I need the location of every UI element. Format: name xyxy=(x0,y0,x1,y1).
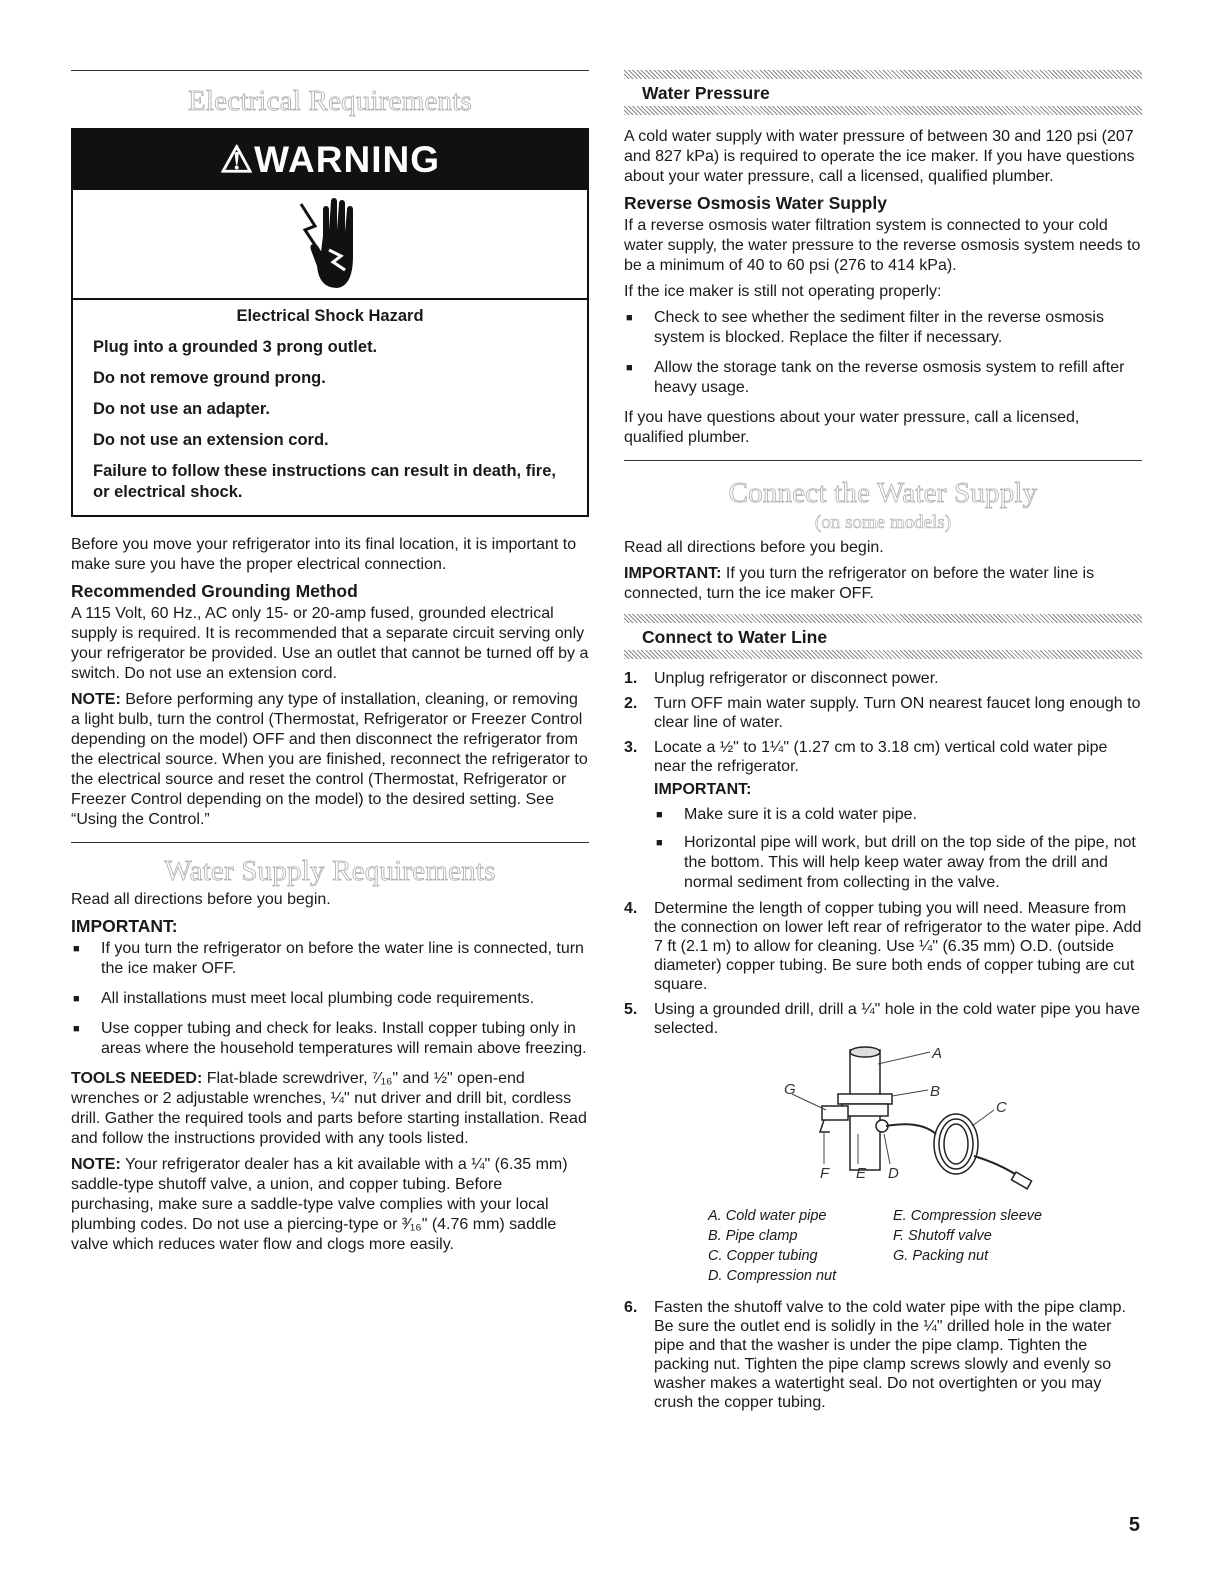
hatched-divider xyxy=(624,70,1142,79)
read-all-directions: Read all directions before you begin. xyxy=(71,891,331,908)
warning-box xyxy=(71,128,589,517)
tools-needed xyxy=(71,1069,589,1149)
step-item: 2. Turn OFF main water supply. Turn ON nearest faucet long enough to clear line of water. xyxy=(624,695,1141,731)
page-number: 5 xyxy=(1128,1514,1140,1536)
water-pressure-text: A cold water supply with water pressure of between 30 and 120 psi (207 and 827 kPa) is required to operate the ice maker. If you have questions about your water pressure, call a licensed, qualified plumber. xyxy=(624,128,1135,185)
ro-list xyxy=(624,308,1142,398)
legend-item: C. Copper tubing xyxy=(708,1248,818,1264)
diagram-legend xyxy=(708,1206,1142,1286)
electrical-shock-hand-icon xyxy=(73,190,587,300)
step-item: 6. Fasten the shutoff valve to the cold water pipe with the pipe clamp. Be sure the outlet end is solidly in the ¼" drilled hole in the water pipe and that the washer is under the pipe clamp. Tighten the packing nut. Tighten the pipe clamp screws slowly and evenly so washer makes a watertight seal. Do not overtighten or you may crush the copper tubing. xyxy=(624,1299,1126,1411)
hatched-divider xyxy=(624,614,1142,623)
hazard-title: Electrical Shock Hazard xyxy=(236,307,424,325)
step-item: 5. Using a grounded drill, drill a ¼" hole in the cold water pipe you have selected. xyxy=(624,1001,1140,1037)
important-text: If you turn the refrigerator on before the water line is connected, turn the ice maker OFF. xyxy=(624,565,1095,602)
legend-item: E. Compression sleeve xyxy=(893,1208,1043,1224)
step-item: 1. Unplug refrigerator or disconnect power. xyxy=(624,670,939,687)
legend-column xyxy=(893,1206,1042,1286)
label-d: D xyxy=(888,1165,899,1182)
list-item: ■ Horizontal pipe will work, but drill on the top side of the pipe, not the bottom. This will help keep water away from the drill and normal sediment from collecting in the valve. xyxy=(654,833,1142,893)
section-divider xyxy=(624,460,1142,461)
warning-line: Do not use an extension cord. xyxy=(93,431,329,449)
label-c: C xyxy=(996,1099,1007,1116)
list-item: ■ If you turn the refrigerator on before the water line is connected, turn the ice maker OFF. xyxy=(71,939,589,979)
legend-item: B. Pipe clamp xyxy=(708,1228,798,1244)
section-divider xyxy=(71,70,589,71)
note-label: NOTE: xyxy=(71,691,121,708)
label-b: B xyxy=(930,1083,941,1100)
list-item: ■ Make sure it is a cold water pipe. xyxy=(654,805,1142,825)
note-text: Your refrigerator dealer has a kit available with a ¼" (6.35 mm) saddle-type shutoff valve, a union, and copper tubing. Before purchasing, make sure a saddle-type valve complies with your local plumbing codes. Do not use a piercing-type or ³⁄₁₆" (4.76 mm) saddle valve which reduces water flow and clogs more easily. xyxy=(71,1156,568,1253)
connect-water-subtitle: (on some models) xyxy=(814,512,952,533)
label-a: A xyxy=(932,1045,943,1062)
legend-item: D. Compression nut xyxy=(708,1268,837,1284)
left-column xyxy=(71,70,589,1261)
reverse-osmosis-heading: Reverse Osmosis Water Supply xyxy=(624,193,887,213)
read-all-directions: Read all directions before you begin. xyxy=(624,539,884,556)
tools-text: Flat-blade screwdriver, ⁷⁄₁₆" and ½" open-end wrenches or 2 adjustable wrenches, ¼" nut driver and drill bit, cordless drill. Gather the required tools and parts before starting installation. Read and follow the instructions provided with any tools listed. xyxy=(71,1070,587,1147)
pressure-closing: If you have questions about your water pressure, call a licensed, qualified plumber. xyxy=(624,409,1080,446)
grounding-heading: Recommended Grounding Method xyxy=(71,581,358,601)
electrical-requirements-title: Electrical Requirements xyxy=(187,85,472,117)
list-item: ■ Use copper tubing and check for leaks. Install copper tubing only in areas where the household temperatures will remain above freezing. xyxy=(71,1019,589,1059)
section-divider xyxy=(71,842,589,843)
list-item: ■ All installations must meet local plumbing code requirements. xyxy=(71,989,589,1009)
hatched-divider xyxy=(624,106,1142,115)
connect-water-line-heading: Connect to Water Line xyxy=(642,627,828,647)
label-g: G xyxy=(784,1081,796,1098)
steps-list xyxy=(624,669,1142,1038)
connect-water-title: Connect the Water Supply xyxy=(728,477,1038,509)
right-column xyxy=(624,70,1142,1418)
warning-line: Failure to follow these instructions can result in death, fire, or electrical shock. xyxy=(93,462,556,501)
warning-line: Do not remove ground prong. xyxy=(93,369,326,387)
step-item: 4. Determine the length of copper tubing you will need. Measure from the connection on lower left rear of refrigerator to the water pipe. Add 7 ft (2.1 m) to allow for cleaning. Use ¼" (6.35 mm) O.D. (outside diameter) copper tubing. Be sure both ends of copper tubing are cut square. xyxy=(624,900,1142,993)
connect-important xyxy=(624,564,1142,604)
label-e: E xyxy=(856,1165,867,1182)
legend-column xyxy=(708,1206,893,1286)
list-item: ■ Check to see whether the sediment filter in the reverse osmosis system is blocked. Replace the filter if necessary. xyxy=(624,308,1142,348)
label-f: F xyxy=(820,1165,830,1182)
grounding-text: A 115 Volt, 60 Hz., AC only 15- or 20-amp fused, grounded electrical supply is required. It is recommended that a separate circuit serving only your refrigerator be provided. Use an outlet that cannot be turned off by a switch. Do not use an extension cord. xyxy=(71,605,589,682)
note-text: Before performing any type of installation, cleaning, or removing a light bulb, turn the control (Thermostat, Refrigerator or Freezer Control depending on the model) OFF and then disconnect the refrigerator from the electrical source. When you are finished, reconnect the refrigerator to the electrical source and reset the control (Thermostat, Refrigerator or Freezer Control depending on the model) to the desired setting. See “Using the Control.” xyxy=(71,691,588,828)
step3-list xyxy=(654,805,1142,893)
kit-note xyxy=(71,1155,589,1255)
important-label: IMPORTANT: xyxy=(624,565,722,582)
hatched-divider xyxy=(624,650,1142,659)
legend-item: F. Shutoff valve xyxy=(893,1228,992,1244)
step-item: 3. Locate a ½" to 1¼" (1.27 cm to 3.18 cm) vertical cold water pipe near the refrigerator. IMPORTANT: ■ Make sure it is a cold water pipe. ■ Horizontal pipe will work, but drill on the top side of the pipe, not the bottom. This will help keep water away from the drill and normal sediment from collecting in the valve. xyxy=(624,738,1142,893)
water-supply-title: Water Supply Requirements xyxy=(164,855,496,887)
note-label: NOTE: xyxy=(71,1156,121,1173)
not-operating-text: If the ice maker is still not operating properly: xyxy=(624,283,942,300)
legend-item: G. Packing nut xyxy=(893,1248,989,1264)
warning-line: Plug into a grounded 3 prong outlet. xyxy=(93,338,378,356)
tools-label: TOOLS NEEDED: xyxy=(71,1070,203,1087)
warning-heading: ⚠WARNING xyxy=(73,130,587,190)
step3-important: IMPORTANT: xyxy=(654,781,752,798)
warning-body xyxy=(73,300,587,515)
important-list xyxy=(71,939,589,1059)
list-item: ■ Allow the storage tank on the reverse osmosis system to refill after heavy usage. xyxy=(624,358,1142,398)
steps-list-continued xyxy=(624,1298,1142,1412)
legend-item: A. Cold water pipe xyxy=(708,1208,827,1224)
warning-line: Do not use an adapter. xyxy=(93,400,270,418)
electrical-note xyxy=(71,690,589,830)
important-label: IMPORTANT: xyxy=(71,916,178,936)
reverse-osmosis-text: If a reverse osmosis water filtration system is connected to your cold water supply, the water pressure to the reverse osmosis system needs to be a minimum of 40 to 60 psi (276 to 414 kPa). xyxy=(624,217,1141,274)
water-pressure-heading: Water Pressure xyxy=(642,83,770,103)
shutoff-valve-diagram xyxy=(760,1044,1142,1204)
electrical-intro: Before you move your refrigerator into its final location, it is important to make sure you have the proper electrical connection. xyxy=(71,536,577,573)
